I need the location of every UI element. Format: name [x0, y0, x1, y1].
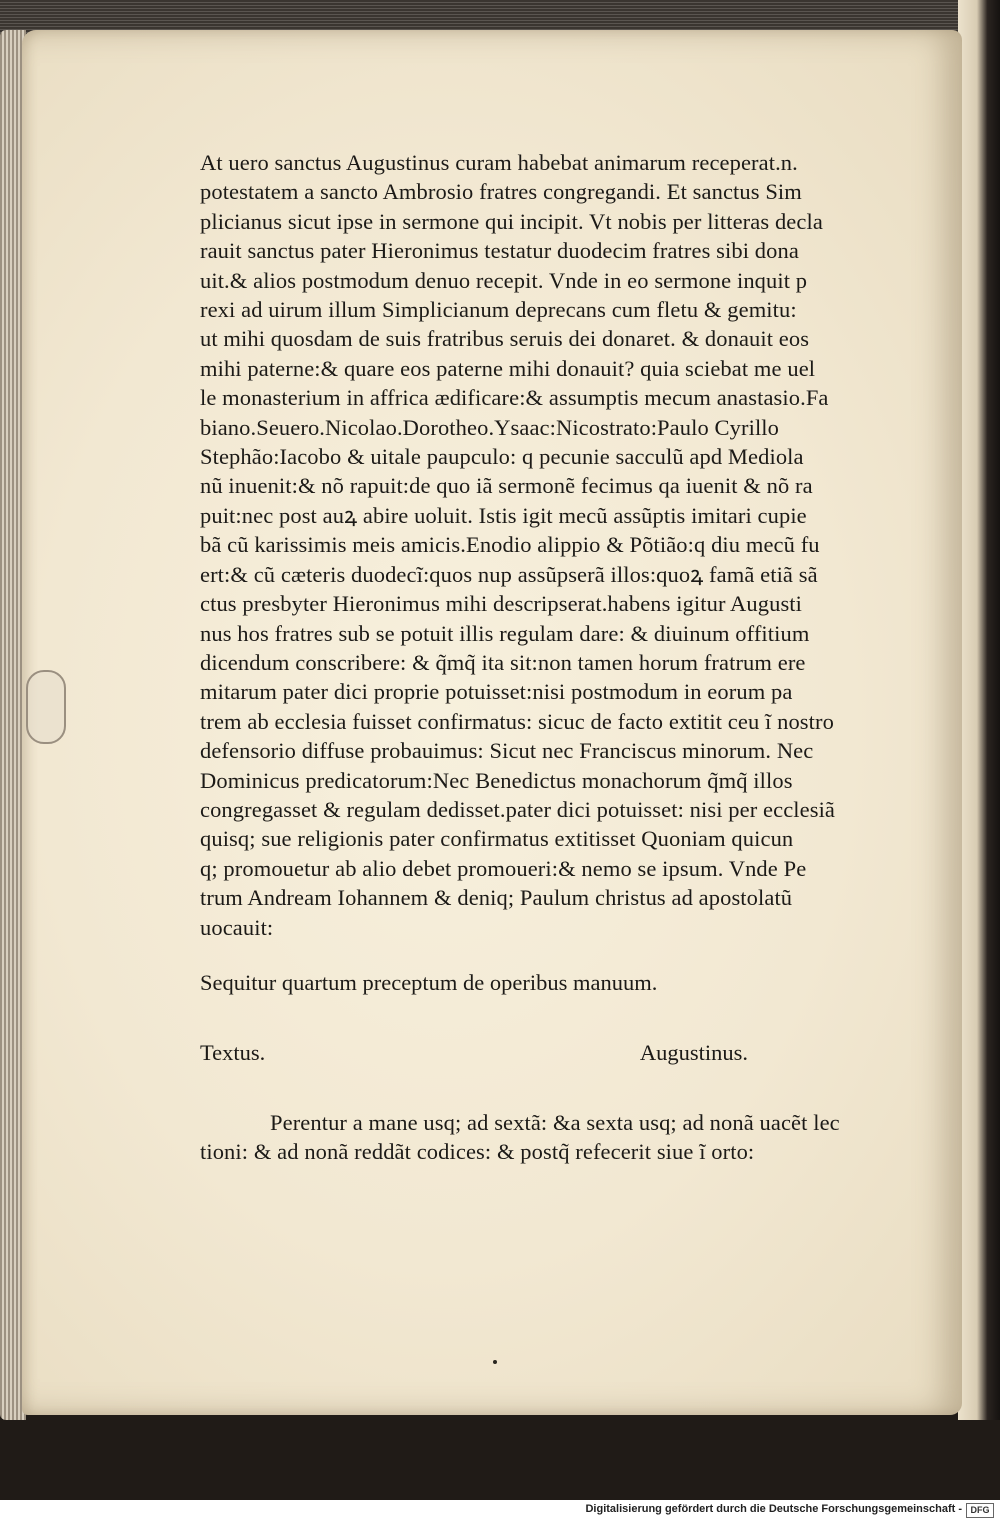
body-line: quisq; sue religionis pater confirmatus extitisset Quoniam quicun: [200, 826, 794, 852]
text-line: Perentur a mane usq; ad sextã: &a sexta usq; ad nonã uacẽt lec: [270, 1109, 840, 1135]
page-text: [200, 148, 900, 1167]
body-line: q; promouetur ab alio debet promoueri:& nemo se ipsum. Vnde Pe: [200, 855, 807, 881]
body-line: ut mihi quosdam de suis fratribus seruis dei donaret. & donauit eos: [200, 326, 810, 352]
body-line: le monasterium in affrica ædificare:& assumptis mecum anastasio.Fa: [200, 385, 829, 411]
author-label: Augustinus.: [639, 1039, 748, 1065]
body-line: defensorio diffuse probauimus: Sicut nec Franciscus minorum. Nec: [200, 738, 814, 764]
footer-credit: Digitalisierung gefördert durch die Deutsche Forschungsgemeinschaft -: [585, 1503, 962, 1515]
body-line: At uero sanctus Augustinus curam habebat animarum receperat.n.: [200, 150, 798, 175]
body-line: nũ inuenit:& nõ rapuit:de quo iã sermonẽ fecimus qa iuenit & nõ ra: [200, 473, 813, 499]
text-line: tioni: & ad nonã reddãt codices: & postq̃ refecerit siue ĩ orto:: [200, 1139, 755, 1165]
body-line: puit:nec post auꝝ abire uoluit. Istis igit mecũ assũptis imitari cupie: [200, 502, 807, 528]
footer-bar: [0, 1500, 1000, 1520]
clasp-mark: [26, 670, 66, 744]
body-line: mihi paterne:& quare eos paterne mihi donauit? quia sciebat me uel: [200, 355, 816, 381]
body-line: mitarum pater dici proprie potuisset:nisi postmodum in eorum pa: [200, 679, 793, 705]
body-line: ert:& cũ cæteris duodecĩ:quos nup assũpserã illos:quoꝝ famã etiã sã: [200, 561, 818, 587]
body-line: potestatem a sancto Ambrosio fratres congregandi. Et sanctus Sim: [200, 179, 802, 205]
body-line: uocauit:: [200, 914, 274, 940]
body-line: Dominicus predicatorum:Nec Benedictus monachorum q̃mq̃ illos: [200, 767, 793, 793]
body-line: rexi ad uirum illum Simplicianum deprecans cum fletu & gemitu:: [200, 297, 797, 323]
body-line: trum Andream Iohannem & deniq; Paulum christus ad apostolatũ: [200, 885, 793, 911]
body-line: rauit sanctus pater Hieronimus testatur duodecim fratres sibi dona: [200, 238, 799, 264]
body-line: dicendum conscribere: & q̃mq̃ ita sit:non tamen horum fratrum ere: [200, 649, 806, 675]
textus-label: Textus.: [200, 1039, 266, 1065]
body-line: biano.Seuero.Nicolao.Dorotheo.Ysaac:Nicostrato:Paulo Cyrillo: [200, 414, 779, 440]
body-line: trem ab ecclesia fuisset confirmatus: sicuc de facto extitit ceu ĩ nostro: [200, 708, 834, 734]
body-line: Stephão:Iacobo & uitale paupculo: q pecunie sacculũ apd Mediola: [200, 444, 804, 470]
body-line: uit.& alios postmodum denuo recepit. Vnde in eo sermone inquit p: [200, 267, 808, 293]
dfg-logo: DFG: [966, 1503, 994, 1518]
section-heading: Sequitur quartum preceptum de operibus manuum.: [200, 969, 658, 995]
body-line: congregasset & regulam dedisset.pater dici potuisset: nisi per ecclesiã: [200, 796, 836, 822]
book-top-edge: [0, 0, 1000, 34]
book-binding-edge: [958, 0, 1000, 1420]
body-line: ctus presbyter Hieronimus mihi descripserat.habens igitur Augusti: [200, 591, 803, 617]
body-line: plicianus sicut ipse in sermone qui incipit. Vt nobis per litteras decla: [200, 208, 823, 234]
ink-dot: [493, 1360, 497, 1364]
textus-row: [200, 1038, 748, 1068]
body-line: bã cũ karissimis meis amicis.Enodio alippio & Põtião:q diu mecũ fu: [200, 532, 820, 558]
text-paragraph: [200, 1108, 900, 1167]
body-line: nus hos fratres sub se potuit illis regulam dare: & diuinum offitium: [200, 620, 810, 646]
body-paragraph: [200, 148, 900, 942]
